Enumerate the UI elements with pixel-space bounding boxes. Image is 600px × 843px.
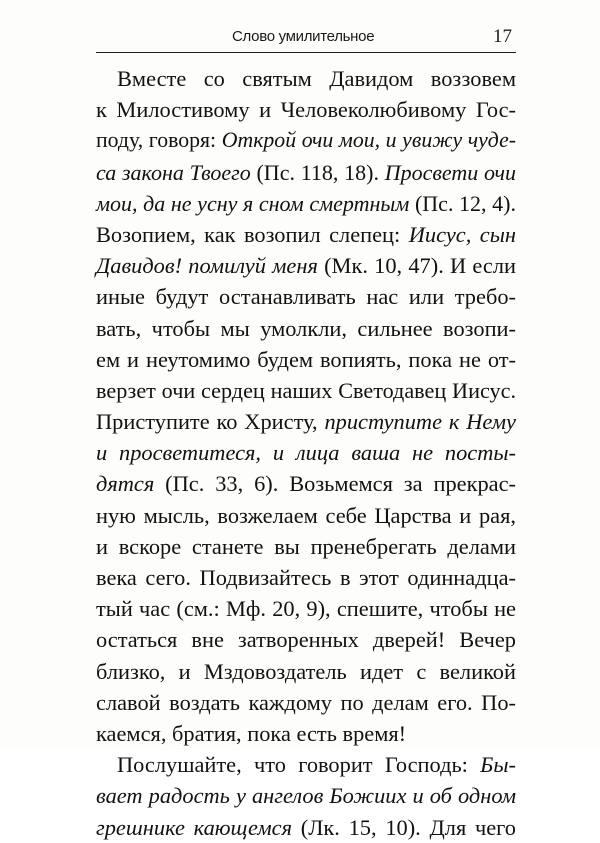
- text-line: [96, 500, 516, 531]
- text-segment: к Милостивому и Человеколюбивому Гос-: [96, 97, 516, 123]
- body-text: [96, 63, 516, 843]
- text-segment: славой воздать каждому по делам его. По-: [96, 689, 516, 715]
- text-line: [96, 468, 516, 499]
- text-segment: (Мк. 10, 47). И если: [317, 253, 516, 279]
- text-line: [96, 406, 516, 437]
- text-line: [96, 219, 516, 250]
- running-head: [96, 26, 516, 50]
- scripture-quote: Иисус, сын: [408, 221, 516, 247]
- text-line: [96, 125, 516, 156]
- text-segment: тый час (см.: Мф. 20, 9), спешите, чтобы не: [96, 596, 516, 622]
- scripture-quote: грешнике кающемся: [96, 814, 293, 840]
- text-line: [96, 94, 516, 125]
- text-segment: каемся, братия, пока есть время!: [96, 720, 407, 746]
- scripture-quote: дятся: [96, 471, 155, 497]
- text-line: [96, 593, 516, 624]
- text-line: [96, 157, 516, 188]
- text-line: [96, 687, 516, 718]
- text-line: [96, 718, 516, 749]
- text-line: [96, 749, 516, 780]
- text-segment: близко, и Мздовоздатель идет с великой: [96, 658, 516, 684]
- scripture-quote: приступите к Нему: [324, 409, 516, 435]
- text-line: [96, 313, 516, 344]
- scripture-quote: мои, да не усну я сном смертным: [96, 190, 410, 216]
- text-line: [96, 437, 516, 468]
- scripture-quote: са закона Твоего: [96, 159, 251, 185]
- text-segment: (Пс. 118, 18).: [250, 159, 385, 185]
- text-segment: иные будут останавливать нас или требо-: [96, 284, 516, 310]
- text-segment: ем и неутомимо будем вопиять, пока не от-: [96, 346, 516, 372]
- text-line: [96, 624, 516, 655]
- text-segment: поду, говоря:: [96, 128, 222, 153]
- page-number: 17: [493, 26, 512, 47]
- scripture-quote: Давидов! помилуй меня: [96, 253, 318, 279]
- text-line: [96, 63, 516, 94]
- text-line: [96, 281, 516, 312]
- header-rule: [96, 52, 516, 53]
- text-segment: остаться вне затворенных дверей! Вечер: [96, 627, 516, 653]
- text-segment: Приступите ко Христу,: [96, 409, 325, 435]
- text-segment: (Лк. 15, 10). Для чего: [292, 814, 516, 840]
- text-segment: верзет очи сердец наших Светодавец Иисус.: [96, 377, 516, 403]
- scripture-quote: Бы-: [480, 752, 516, 778]
- text-line: [96, 188, 516, 219]
- text-line: [96, 531, 516, 562]
- text-segment: (Пс. 12, 4).: [409, 190, 516, 216]
- text-line: [96, 344, 516, 375]
- text-line: [96, 250, 516, 281]
- text-segment: века сего. Подвизайтесь в этот одиннадца-: [96, 565, 516, 590]
- text-segment: (Пс. 33, 6). Возьмемся за прекрас-: [154, 471, 516, 497]
- text-segment: Вместе со святым Давидом воззовем: [117, 66, 516, 91]
- text-segment: и вскоре станете вы пренебрегать делами: [96, 533, 516, 559]
- text-line: [96, 656, 516, 687]
- text-line: [96, 812, 516, 843]
- text-segment: Возопием, как возопил слепец:: [96, 221, 409, 247]
- scripture-quote: вает радость у ангелов Божиих и об одном: [96, 783, 516, 809]
- running-title: Слово умилительное: [232, 28, 375, 45]
- scripture-quote: Просвети очи: [384, 159, 516, 185]
- text-line: [96, 562, 516, 593]
- text-line: [96, 375, 516, 406]
- scripture-quote: Открой очи мои, и увижу чуде-: [221, 128, 517, 153]
- text-segment: вать, чтобы мы умолкли, сильнее возопи-: [96, 315, 516, 341]
- text-segment: ную мысль, возжелаем себе Царства и рая,: [96, 502, 516, 528]
- text-segment: Послушайте, что говорит Господь:: [117, 752, 481, 778]
- text-line: [96, 780, 516, 811]
- scripture-quote: и просветитеся, и лица ваша не посты-: [96, 440, 516, 466]
